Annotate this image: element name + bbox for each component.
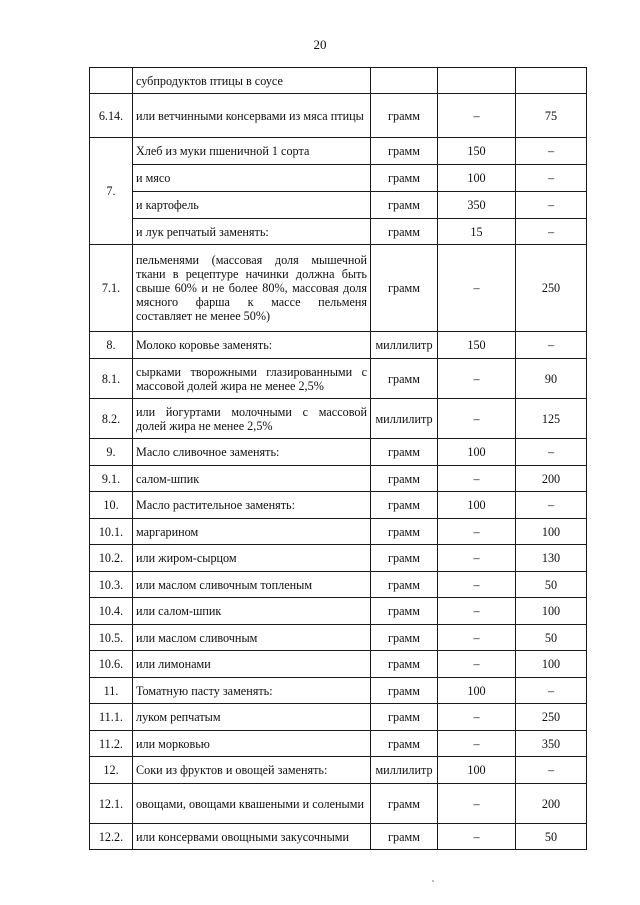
row-description: или маслом сливочным xyxy=(133,625,371,651)
row-value-main: – xyxy=(438,651,516,678)
row-value-substitute: 90 xyxy=(516,359,587,399)
row-description: Соки из фруктов и овощей заменять: xyxy=(133,757,371,784)
row-unit: грамм xyxy=(371,572,438,598)
table-row xyxy=(90,704,587,731)
row-value-main: – xyxy=(438,245,516,332)
table-row xyxy=(90,572,587,598)
row-unit: грамм xyxy=(371,492,438,519)
table-row xyxy=(90,94,587,138)
row-number xyxy=(90,68,133,94)
row-value-main: – xyxy=(438,824,516,850)
table-row xyxy=(90,466,587,492)
row-value-main: 150 xyxy=(438,138,516,165)
table-row xyxy=(90,492,587,519)
table-row xyxy=(90,399,587,439)
row-value-substitute: 100 xyxy=(516,519,587,545)
row-unit: грамм xyxy=(371,598,438,625)
row-value-main: 350 xyxy=(438,192,516,219)
row-description: и лук репчатый заменять: xyxy=(133,219,371,245)
row-description: салом-шпик xyxy=(133,466,371,492)
row-number: 7. xyxy=(90,138,133,245)
row-value-substitute: – xyxy=(516,492,587,519)
table-row xyxy=(90,192,587,219)
row-number: 10.5. xyxy=(90,625,133,651)
row-unit xyxy=(371,68,438,94)
row-value-main: 150 xyxy=(438,332,516,359)
row-unit: грамм xyxy=(371,359,438,399)
row-unit: грамм xyxy=(371,466,438,492)
table-row xyxy=(90,625,587,651)
row-description: Молоко коровье заменять: xyxy=(133,332,371,359)
row-number: 10.6. xyxy=(90,651,133,678)
row-value-substitute: 130 xyxy=(516,545,587,572)
row-unit: грамм xyxy=(371,519,438,545)
row-unit: грамм xyxy=(371,704,438,731)
row-description: луком репчатым xyxy=(133,704,371,731)
table-row xyxy=(90,731,587,757)
table-row xyxy=(90,332,587,359)
table-row xyxy=(90,678,587,704)
row-description: Масло сливочное заменять: xyxy=(133,439,371,466)
row-number: 6.14. xyxy=(90,94,133,138)
row-value-main: – xyxy=(438,399,516,439)
row-description: или ветчинными консервами из мяса птицы xyxy=(133,94,371,138)
row-value-substitute: – xyxy=(516,219,587,245)
row-value-main: – xyxy=(438,731,516,757)
row-description: субпродуктов птицы в соусе xyxy=(133,68,371,94)
scan-speck xyxy=(432,880,434,882)
row-unit: грамм xyxy=(371,678,438,704)
row-description: или салом-шпик xyxy=(133,598,371,625)
row-number: 10.4. xyxy=(90,598,133,625)
row-value-substitute: – xyxy=(516,332,587,359)
row-description: Хлеб из муки пшеничной 1 сорта xyxy=(133,138,371,165)
table-row xyxy=(90,219,587,245)
row-value-main: – xyxy=(438,598,516,625)
row-value-substitute: – xyxy=(516,678,587,704)
row-unit: миллилитр xyxy=(371,757,438,784)
row-unit: миллилитр xyxy=(371,399,438,439)
row-description: или консервами овощными закусочными xyxy=(133,824,371,850)
row-unit: грамм xyxy=(371,245,438,332)
row-number: 8.2. xyxy=(90,399,133,439)
row-description: сырками творожными глазированными с массовой долей жира не менее 2,5% xyxy=(133,359,371,399)
row-value-main: – xyxy=(438,625,516,651)
row-value-substitute: 125 xyxy=(516,399,587,439)
row-value-main: 100 xyxy=(438,439,516,466)
row-value-main: 100 xyxy=(438,165,516,192)
row-value-main: 100 xyxy=(438,757,516,784)
row-unit: грамм xyxy=(371,94,438,138)
substitution-table xyxy=(89,67,587,850)
row-unit: грамм xyxy=(371,439,438,466)
row-number: 11.2. xyxy=(90,731,133,757)
row-number: 12.1. xyxy=(90,784,133,824)
row-number: 10.1. xyxy=(90,519,133,545)
row-number: 9. xyxy=(90,439,133,466)
row-value-substitute: 50 xyxy=(516,572,587,598)
row-number: 12.2. xyxy=(90,824,133,850)
row-number: 12. xyxy=(90,757,133,784)
row-value-substitute: – xyxy=(516,439,587,466)
row-unit: грамм xyxy=(371,824,438,850)
row-description: и картофель xyxy=(133,192,371,219)
row-number: 10.2. xyxy=(90,545,133,572)
row-value-main: – xyxy=(438,572,516,598)
row-description: и мясо xyxy=(133,165,371,192)
row-value-main: – xyxy=(438,519,516,545)
row-number: 7.1. xyxy=(90,245,133,332)
row-description: или йогуртами молочными с массовой долей жира не менее 2,5% xyxy=(133,399,371,439)
row-value-substitute: 50 xyxy=(516,625,587,651)
table-row xyxy=(90,545,587,572)
row-value-main: – xyxy=(438,359,516,399)
row-value-substitute: 100 xyxy=(516,598,587,625)
row-description: пельменями (массовая доля мышечной ткани в рецептуре начинки должна быть свыше 60% и не более 80%, массовая доля мясного фарша к массе пельменя составляет не менее 50%) xyxy=(133,245,371,332)
table-row xyxy=(90,68,587,94)
row-unit: грамм xyxy=(371,165,438,192)
table-row xyxy=(90,651,587,678)
row-value-substitute: – xyxy=(516,192,587,219)
row-description: или лимонами xyxy=(133,651,371,678)
row-description: Масло растительное заменять: xyxy=(133,492,371,519)
row-value-substitute xyxy=(516,68,587,94)
row-unit: грамм xyxy=(371,784,438,824)
row-number: 8.1. xyxy=(90,359,133,399)
table-row xyxy=(90,519,587,545)
row-number: 10. xyxy=(90,492,133,519)
row-value-main: – xyxy=(438,94,516,138)
table-row xyxy=(90,359,587,399)
row-value-main xyxy=(438,68,516,94)
row-unit: грамм xyxy=(371,219,438,245)
row-value-main: 100 xyxy=(438,678,516,704)
row-number: 11. xyxy=(90,678,133,704)
row-value-substitute: 250 xyxy=(516,704,587,731)
row-value-substitute: 50 xyxy=(516,824,587,850)
row-value-substitute: 75 xyxy=(516,94,587,138)
row-unit: грамм xyxy=(371,545,438,572)
row-value-substitute: – xyxy=(516,165,587,192)
table-row xyxy=(90,824,587,850)
row-unit: грамм xyxy=(371,192,438,219)
table-row xyxy=(90,245,587,332)
row-value-main: 15 xyxy=(438,219,516,245)
page-number: 20 xyxy=(313,37,327,52)
row-value-main: – xyxy=(438,704,516,731)
row-description: овощами, овощами квашеными и солеными xyxy=(133,784,371,824)
table-row xyxy=(90,439,587,466)
table-row xyxy=(90,784,587,824)
row-value-substitute: 200 xyxy=(516,466,587,492)
row-number: 10.3. xyxy=(90,572,133,598)
row-description: или морковью xyxy=(133,731,371,757)
row-value-main: – xyxy=(438,466,516,492)
row-unit: грамм xyxy=(371,731,438,757)
row-description: Томатную пасту заменять: xyxy=(133,678,371,704)
row-number: 11.1. xyxy=(90,704,133,731)
row-unit: грамм xyxy=(371,138,438,165)
row-number: 8. xyxy=(90,332,133,359)
row-unit: грамм xyxy=(371,651,438,678)
table-row xyxy=(90,165,587,192)
row-unit: грамм xyxy=(371,625,438,651)
row-value-main: – xyxy=(438,545,516,572)
row-value-substitute: 200 xyxy=(516,784,587,824)
row-value-main: – xyxy=(438,784,516,824)
table-row xyxy=(90,757,587,784)
row-number: 9.1. xyxy=(90,466,133,492)
table-row xyxy=(90,138,587,165)
row-value-main: 100 xyxy=(438,492,516,519)
row-value-substitute: – xyxy=(516,138,587,165)
row-description: маргарином xyxy=(133,519,371,545)
row-unit: миллилитр xyxy=(371,332,438,359)
row-value-substitute: 100 xyxy=(516,651,587,678)
row-value-substitute: – xyxy=(516,757,587,784)
row-value-substitute: 350 xyxy=(516,731,587,757)
row-description: или жиром-сырцом xyxy=(133,545,371,572)
row-description: или маслом сливочным топленым xyxy=(133,572,371,598)
table-row xyxy=(90,598,587,625)
row-value-substitute: 250 xyxy=(516,245,587,332)
